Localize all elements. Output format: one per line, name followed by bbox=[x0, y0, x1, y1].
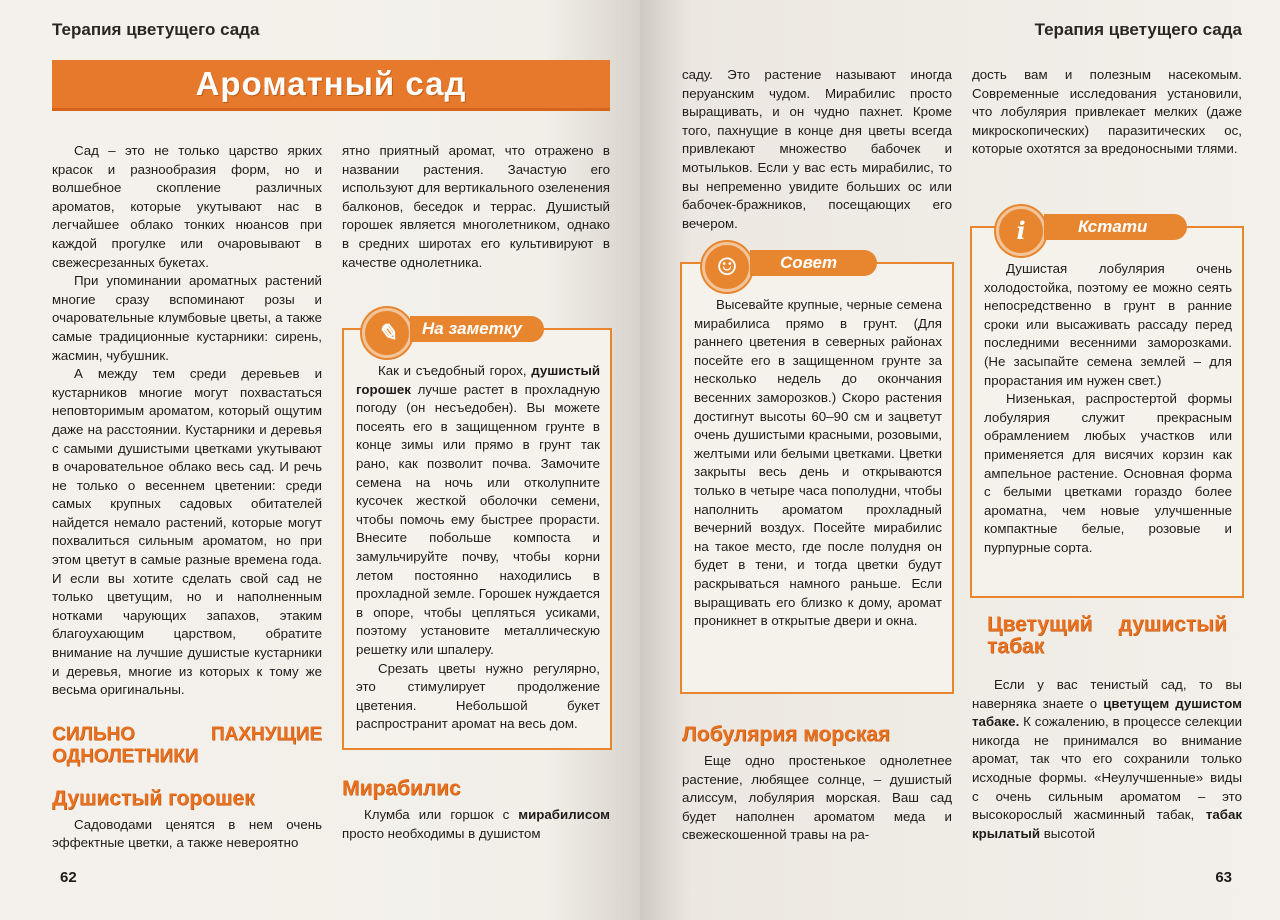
tip-box-label: Совет bbox=[750, 250, 877, 276]
paragraph: Душистая лобулярия очень холодостойка, поэтому ее можно сеять непосредственно в грунт в ранние сроки или высаживать рассаду перед последними весенними заморозками. (Не засыпайте семена землей – для прорастания им нужен свет.) bbox=[984, 261, 1232, 388]
section-heading-lobularia: Лобулярия морская bbox=[682, 723, 891, 746]
section-heading-sweet-pea: Душистый горошек bbox=[52, 786, 255, 810]
tip-box-body bbox=[694, 296, 942, 631]
paragraph: Садоводами ценятся в нем очень эффектные цветки, а также невероятно bbox=[52, 816, 322, 851]
paragraph: дость вам и полезным насекомым. Современные исследования установили, что лобулярия привлекает мелких (даже микроскопических) паразитических ос, которые охотятся за вредоносными тлями. bbox=[972, 67, 1242, 157]
paragraph: ятно приятный аромат, что отражено в названии растения. Зачастую его используют для вертикального озеленения балконов, беседок и террас. Душистый горошек является многолетником, однако в средних широтах его культивируют в качестве однолетника. bbox=[342, 143, 610, 270]
note-box bbox=[342, 318, 612, 750]
by-the-way-box bbox=[970, 216, 1244, 598]
section-heading-annuals: СИЛЬНО ПАХНУЩИЕ ОДНОЛЕТНИКИ bbox=[52, 723, 322, 767]
running-head-right: Терапия цветущего сада bbox=[1034, 20, 1242, 39]
right-page bbox=[640, 0, 1280, 920]
left-column-1 bbox=[52, 142, 322, 853]
running-head-left: Терапия цветущего сада bbox=[52, 20, 260, 39]
paragraph: Сад – это не только царство ярких красок и разнообразия форм, но и волшебное скопление различных ароматов, которые укутывают нас в легчайшее облако тонких нюансов при каждой прогулке или очаровывают в свежесрезанных букетах. bbox=[52, 143, 322, 270]
paragraph: При упоминании ароматных растений многие сразу вспоминают розы и очаровательные клумбовые цветы, а также самые традиционные кустарники: сирень, жасмин, чубушник. bbox=[52, 273, 322, 363]
paragraph: Высевайте крупные, черные семена мирабилиса прямо в грунт. (Для раннего цветения в северных районах посейте его в защищенном грунте за несколько недель до окончания весенних заморозков.) Скоро растения достигнут высоты 60–90 см и зацветут очень душистыми красными, розовыми, желтыми или белыми цветками. Цветки закрыты весь день и открываются только в четыре часа пополудни, чтобы наполнить ароматом прохладный вечерний воздух. Посейте мирабилис на такое место, где после полудня он будет в тени, и тогда цветки будут раскрываться намного раньше. Если выращивать его близко к дому, аромат проникнет в открытые двери и окна. bbox=[694, 297, 942, 629]
right-column-2-bottom bbox=[972, 614, 1242, 843]
paragraph: Если у вас тенистый сад, то вы наверняка знаете о цветущем душистом табаке. К сожалению, в процессе селекции никогда не принимался во внимание аромат, так что его сохранили только исходные формы. «Неулучшенные» виды с очень сильным ароматом – это высокорослый жасминный табак, табак крылатый высотой bbox=[972, 677, 1243, 841]
pen-icon: ✎ bbox=[362, 308, 412, 358]
note-box-label: На заметку bbox=[410, 316, 544, 342]
speech-bubble-icon: ☺ bbox=[702, 242, 752, 292]
paragraph: Еще одно простенькое однолетнее растение, любящее солнце, – душистый алиссум, лобулярия морская. Ваш сад будет наполнен ароматом меда и свежескошенной травы на ра- bbox=[682, 753, 952, 843]
paragraph: Как и съедобный горох, душистый горошек лучше растет в прохладную погоду (он несъедобен). Вы можете посеять его в защищенном грунте в конце зимы или прямо в грунт так рано, как позволит почва. Замочите семена на ночь или отколупните кусочек жесткой оболочки семени, чтобы помочь ему быстрее прорасти. Внесите побольше компоста и замульчируйте почву, чтобы корни летом постоянно находились в прохладной земле. Горошек нуждается в опоре, чтобы цепляться усиками, поэтому установите металлическую решетку или шпалеру. bbox=[356, 363, 600, 657]
paragraph: А между тем среди деревьев и кустарников многие могут похвастаться неповторимым ароматом, который ощутим даже на расстоянии. Кустарники и деревья с самыми душистыми цветками укутывают в очаровательное облако весь сад. И речь не только о весеннем цветении: среди самых крупных садовых обитателей найдется немало растений, которые могут похвалиться сильным ароматом, но при этом цветут в самые разные времена года. И если вы хотите сделать свой сад не только цветущим, но и наполненным нотками чарующих запахов, этаким благоухающим царством, обратите внимание на лучшие душистые кустарники и деревья, многие из которых к тому же весьма оригинальны. bbox=[52, 366, 322, 698]
info-icon: i bbox=[996, 206, 1046, 256]
right-column-1 bbox=[682, 66, 952, 233]
page-number-right: 63 bbox=[1215, 869, 1232, 886]
section-heading-mirabilis: Мирабилис bbox=[342, 777, 461, 800]
paragraph: Низенькая, распростертой формы лобулярия служит прекрасным обрамлением любых участков или применяется для висячих корзин как ампельное растение. Основная форма с белыми цветками гораздо более ароматна, чем новые улучшенные компактные белые, розовые и пурпурные сорта. bbox=[984, 391, 1232, 555]
left-column-2-bottom bbox=[342, 778, 610, 843]
right-column-1-bottom bbox=[682, 724, 952, 845]
paragraph: Клумба или горшок с мирабилисом просто необходимы в душистом bbox=[342, 807, 610, 841]
paragraph: Срезать цветы нужно регулярно, это стимулирует продолжение цветения. Небольшой букет распространит аромат на весь дом. bbox=[356, 660, 600, 732]
left-column-2 bbox=[342, 142, 610, 272]
by-the-way-box-label: Кстати bbox=[1044, 214, 1187, 240]
section-heading-tobacco: Цветущий душистый табак bbox=[987, 613, 1227, 658]
title-banner bbox=[52, 60, 610, 111]
by-the-way-box-body bbox=[984, 260, 1232, 558]
right-column-2 bbox=[972, 66, 1242, 159]
page-number-left: 62 bbox=[60, 869, 77, 886]
tip-box bbox=[680, 252, 954, 694]
paragraph: саду. Это растение называют иногда перуанским чудом. Мирабилис просто выращивать, и он чудно пахнет. Кроме того, пахнущие в конце дня цветы всегда привлекают множество бабочек и мотыльков. Если у вас есть мирабилис, то вы непременно увидите больших ос или бабочек-бражников, посещающих его вечером. bbox=[682, 67, 952, 231]
page-title: Ароматный сад bbox=[195, 65, 467, 102]
note-box-body bbox=[356, 362, 600, 734]
